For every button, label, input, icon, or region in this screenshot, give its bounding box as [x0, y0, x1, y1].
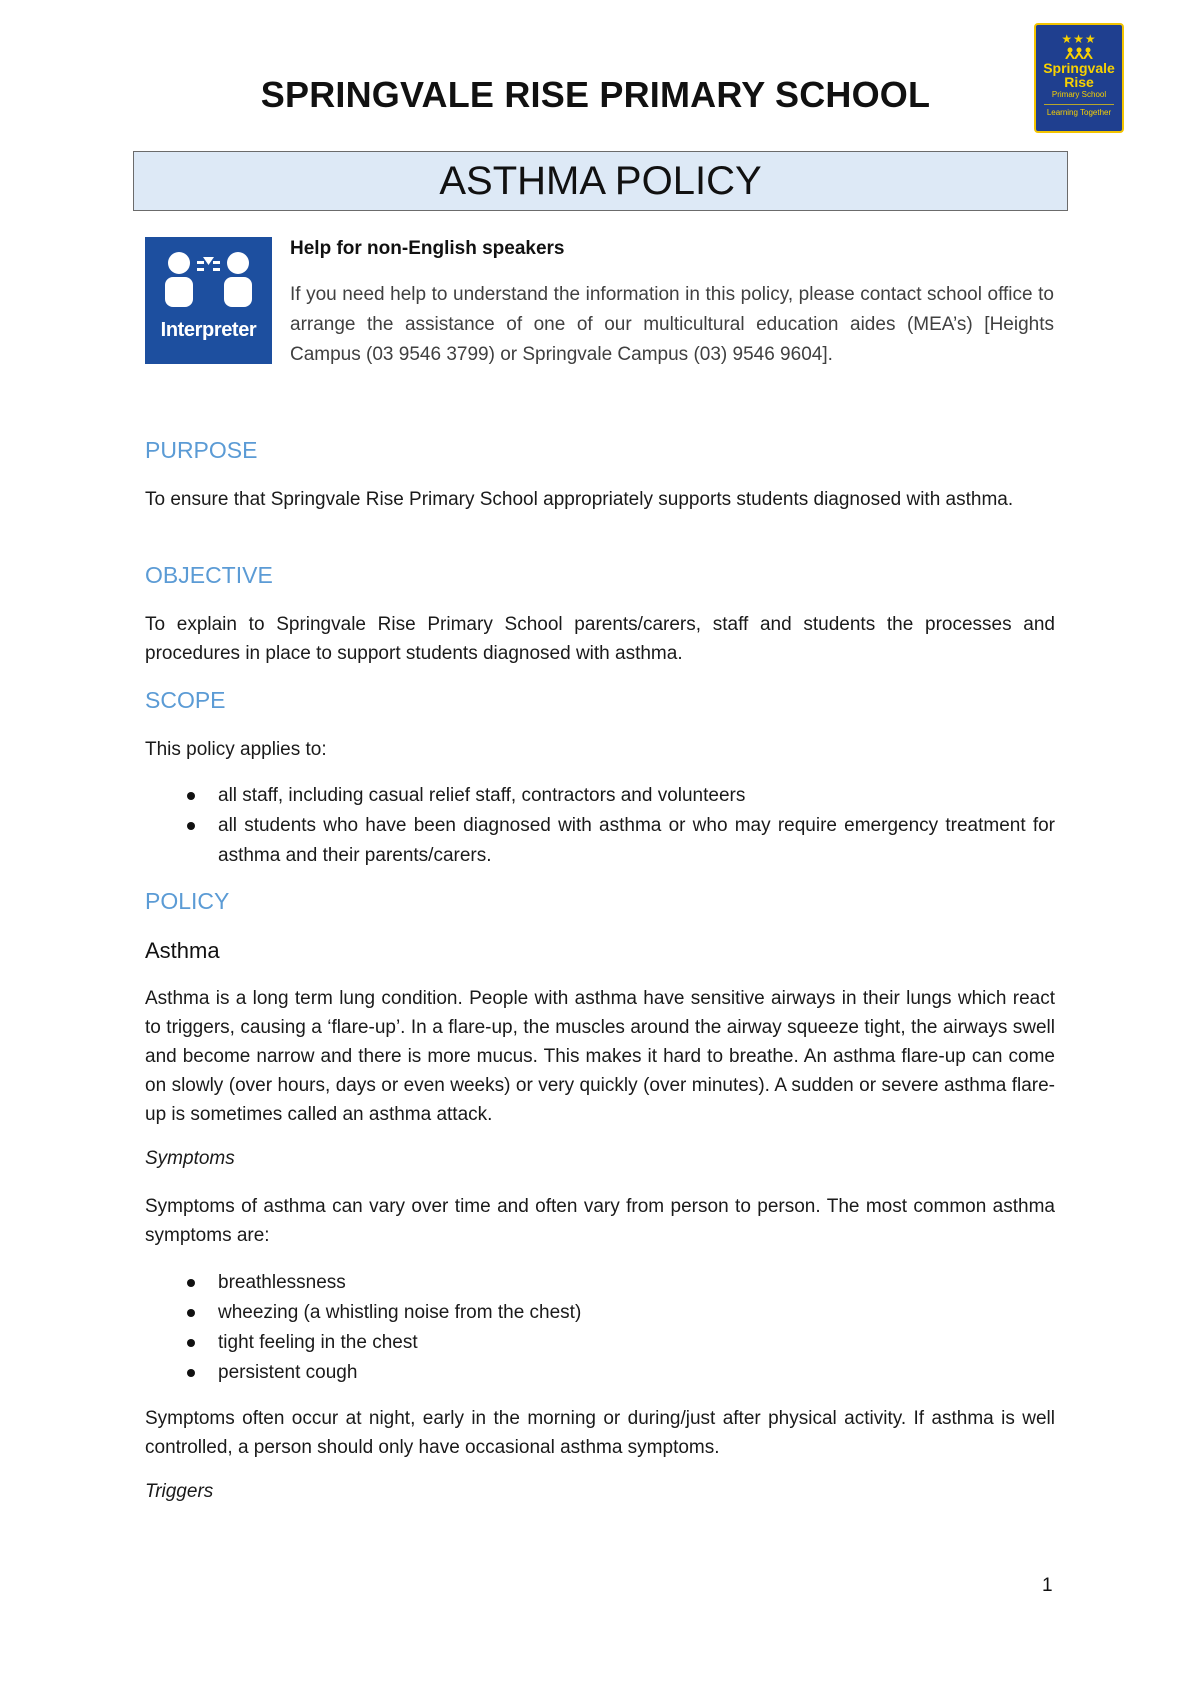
symptoms-intro: Symptoms of asthma can vary over time and often vary from person to person. The most common asthma symptoms are: — [145, 1196, 1055, 1246]
symptoms-heading: Symptoms — [145, 1148, 235, 1169]
scope-heading: SCOPE — [145, 687, 226, 713]
people-figures-icon — [1064, 47, 1094, 59]
logo-tagline: Learning Together — [1046, 108, 1112, 117]
scope-intro: This policy applies to: — [145, 739, 327, 760]
list-item: wheezing (a whistling noise from the chest) — [145, 1298, 1055, 1328]
policy-heading: POLICY — [145, 888, 230, 914]
logo-line-1: Springvale — [1043, 60, 1115, 76]
interpreter-label: Interpreter — [160, 319, 257, 341]
star-icon: ★★★ — [1061, 32, 1097, 46]
logo-line-2: Rise — [1064, 74, 1094, 90]
purpose-text: To ensure that Springvale Rise Primary School appropriately supports students diagnosed with asthma. — [145, 489, 1014, 510]
help-text: If you need help to understand the information in this policy, please contact school office to arrange the assistance of one of our multicultural education aides (MEA’s) [Heights Campus (03 9546 3799) or Springvale Campus (03) 9546 9604]. — [290, 284, 1054, 365]
scope-list — [145, 781, 1055, 871]
asthma-subheading: Asthma — [145, 938, 220, 963]
objective-text: To explain to Springvale Rise Primary School parents/carers, staff and students the processes and procedures in place to support students diagnosed with asthma. — [145, 614, 1055, 664]
symptoms-list — [145, 1268, 1055, 1388]
help-heading: Help for non-English speakers — [290, 238, 565, 259]
list-item: all staff, including casual relief staff, contractors and volunteers — [145, 781, 1055, 811]
logo-line-3: Primary School — [1051, 90, 1107, 99]
list-item: all students who have been diagnosed with asthma or who may require emergency treatment for asthma and their parents/carers. — [145, 811, 1055, 871]
policy-title: ASTHMA POLICY — [133, 151, 1068, 211]
logo-divider — [1044, 104, 1114, 105]
school-logo — [1034, 23, 1124, 133]
purpose-heading: PURPOSE — [145, 437, 258, 463]
symptoms-note: Symptoms often occur at night, early in the morning or during/just after physical activity. If asthma is well controlled, a person should only have occasional asthma symptoms. — [145, 1408, 1055, 1458]
triggers-heading: Triggers — [145, 1481, 214, 1502]
interpreter-people-icon — [145, 237, 272, 317]
school-name: SPRINGVALE RISE PRIMARY SCHOOL — [260, 74, 931, 115]
objective-heading: OBJECTIVE — [145, 562, 273, 588]
list-item: breathlessness — [145, 1268, 1055, 1298]
interpreter-icon — [145, 237, 272, 364]
list-item: tight feeling in the chest — [145, 1328, 1055, 1358]
asthma-description: Asthma is a long term lung condition. People with asthma have sensitive airways in their lungs which react to triggers, causing a ‘flare-up’. In a flare-up, the muscles around the airway squeeze tight, the airways swell and become narrow and there is more mucus. This makes it hard to breathe. An asthma flare-up can come on slowly (over hours, days or even weeks) or very quickly (over minutes). A sudden or severe asthma flare-up is sometimes called an asthma attack. — [145, 988, 1055, 1125]
page-number: 1 — [1042, 1575, 1053, 1596]
list-item: persistent cough — [145, 1358, 1055, 1388]
